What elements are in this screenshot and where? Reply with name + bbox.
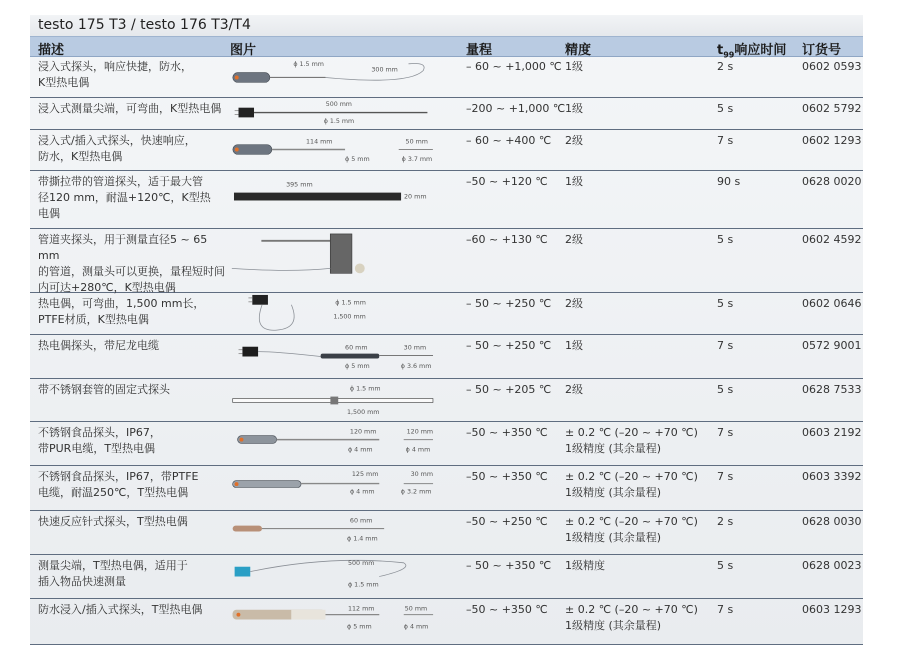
row-range: –50 ~ +120 ℃ xyxy=(466,175,548,188)
dimension-label: 500 mm xyxy=(347,559,375,567)
description-line: 热电偶，可弯曲，1,500 mm长， xyxy=(38,297,205,310)
dimension-label: ϕ 1.5 mm xyxy=(335,299,366,307)
row-range: – 50 ~ +250 ℃ xyxy=(466,297,552,310)
table-row xyxy=(30,293,863,335)
row-description xyxy=(38,558,228,590)
row-description xyxy=(38,101,228,117)
row-accuracy xyxy=(565,232,583,248)
table-title: testo 175 T3 / testo 176 T3/T4 xyxy=(38,17,251,33)
table-row xyxy=(30,466,863,511)
dimension-label: ϕ 5 mm xyxy=(345,156,370,164)
dimension-label: ϕ 1.5 mm xyxy=(293,60,324,68)
accuracy-line: ± 0.2 ℃ (–20 ~ +70 ℃) xyxy=(565,603,698,616)
row-order-number: 0603 1293 xyxy=(802,603,862,616)
row-range: – 50 ~ +250 ℃ xyxy=(466,339,552,352)
row-description xyxy=(38,514,228,530)
row-accuracy xyxy=(565,602,698,634)
row-response-time: 7 s xyxy=(717,470,734,483)
description-line: 浸入式/插入式探头，快速响应， xyxy=(38,134,196,147)
probe-illustration xyxy=(230,56,465,97)
accuracy-line: ± 0.2 ℃ (–20 ~ +70 ℃) xyxy=(565,515,698,528)
row-response-time: 5 s xyxy=(717,233,734,246)
dimension-label: 112 mm xyxy=(347,605,375,613)
description-line: 测量尖端，T型热电偶，适用于 xyxy=(38,559,188,572)
probe-handle-mark xyxy=(236,613,240,617)
dimension-label: ϕ 4 mm xyxy=(405,446,431,454)
probe-illustration xyxy=(230,171,465,228)
description-line: 带不锈钢套管的固定式探头 xyxy=(38,383,170,396)
probe-handle xyxy=(238,436,277,444)
row-accuracy xyxy=(565,133,583,149)
pipe-clamp xyxy=(330,234,352,273)
probe-picture xyxy=(230,335,465,378)
connector-plug xyxy=(252,295,268,305)
table-header-row xyxy=(30,36,863,60)
probe-picture xyxy=(230,98,465,129)
dimension-label: ϕ 1.5 mm xyxy=(323,118,355,126)
row-response-time: 7 s xyxy=(717,134,734,147)
row-response-time: 90 s xyxy=(717,175,741,188)
probe-handle-mark xyxy=(235,482,239,486)
row-order-number: 0628 0030 xyxy=(802,515,862,528)
description-line: 带撕拉带的管道探头，适于最大管 xyxy=(38,175,203,188)
row-accuracy xyxy=(565,174,583,190)
description-line: 浸入式探头，响应快捷，防水， xyxy=(38,60,192,73)
probe-picture xyxy=(230,511,465,554)
row-accuracy xyxy=(565,425,698,457)
dimension-label: ϕ 3.2 mm xyxy=(400,488,432,496)
row-description xyxy=(38,425,228,457)
probe-picture xyxy=(230,599,465,644)
description-line: 防水浸入/插入式探头，T型热电偶 xyxy=(38,603,203,616)
header-response-t: t xyxy=(717,43,724,58)
dimension-label: ϕ 4 mm xyxy=(349,488,375,496)
probe-picture xyxy=(230,293,465,334)
description-line: 的管道，测量头可以更换，量程短时间 xyxy=(38,265,225,278)
dimension-label: ϕ 1.4 mm xyxy=(347,535,378,543)
row-range: – 60 ~ +400 ℃ xyxy=(466,134,552,147)
row-range: –200 ~ +1,000 ℃ xyxy=(466,102,566,115)
probe-grip xyxy=(291,610,325,620)
clamp-tip xyxy=(355,263,365,273)
row-accuracy xyxy=(565,296,583,312)
row-accuracy xyxy=(565,514,698,546)
row-response-time: 2 s xyxy=(717,515,734,528)
description-line: 带PUR电缆，T型热电偶 xyxy=(38,442,156,455)
row-accuracy xyxy=(565,59,583,75)
dimension-label: 125 mm xyxy=(351,470,379,478)
row-accuracy xyxy=(565,382,583,398)
row-range: –50 ~ +350 ℃ xyxy=(466,426,548,439)
table-row xyxy=(30,229,863,293)
row-range: – 60 ~ +1,000 ℃ xyxy=(466,60,562,73)
row-order-number: 0628 0023 xyxy=(802,559,862,572)
probe-picture xyxy=(230,422,465,465)
row-order-number: 0603 2192 xyxy=(802,426,862,439)
probe-handle-mark xyxy=(235,76,239,80)
row-order-number: 0602 0646 xyxy=(802,297,862,310)
probe-illustration xyxy=(230,229,465,292)
row-description xyxy=(38,59,228,91)
row-order-number: 0628 0020 xyxy=(802,175,862,188)
dimension-label: ϕ 3.7 mm xyxy=(401,156,433,164)
row-range: –60 ~ +130 ℃ xyxy=(466,233,548,246)
probe-picture xyxy=(230,379,465,421)
row-order-number: 0602 0593 xyxy=(802,60,862,73)
probe-illustration xyxy=(230,98,465,129)
probe-illustration xyxy=(230,466,465,510)
header-description: 描述 xyxy=(38,43,65,58)
probe-illustration xyxy=(230,599,465,644)
row-order-number: 0572 9001 xyxy=(802,339,862,352)
table-row xyxy=(30,171,863,229)
row-range: –50 ~ +350 ℃ xyxy=(466,603,548,616)
table-row xyxy=(30,422,863,466)
row-response-time: 7 s xyxy=(717,603,734,616)
dimension-label: 50 mm xyxy=(404,605,428,613)
tape-strip xyxy=(234,193,401,201)
header-accuracy: 精度 xyxy=(565,43,592,58)
table-row xyxy=(30,98,863,130)
dimension-label: 300 mm xyxy=(371,66,398,74)
dimension-label: 395 mm xyxy=(286,180,313,189)
dimension-label: 500 mm xyxy=(325,100,352,108)
connector-plug xyxy=(242,347,258,357)
row-order-number: 0602 4592 xyxy=(802,233,862,246)
row-response-time: 7 s xyxy=(717,426,734,439)
accuracy-line: 2级 xyxy=(565,297,583,310)
row-range: –50 ~ +250 ℃ xyxy=(466,515,548,528)
probe-picture xyxy=(230,466,465,510)
row-response-time: 5 s xyxy=(717,383,734,396)
accuracy-line: 1级 xyxy=(565,60,583,73)
probe-handle xyxy=(233,481,301,488)
table-title-bar xyxy=(30,15,863,36)
probe-picture xyxy=(230,229,465,292)
row-response-time: 2 s xyxy=(717,60,734,73)
probe-picture xyxy=(230,555,465,598)
dimension-label: ϕ 4 mm xyxy=(347,446,373,454)
dimension-label: 30 mm xyxy=(403,344,427,352)
dimension-label: ϕ 5 mm xyxy=(347,623,372,631)
description-line: 浸入式测量尖端，可弯曲，K型热电偶 xyxy=(38,102,222,115)
description-line: 插入物品快速测量 xyxy=(38,575,126,588)
row-response-time: 5 s xyxy=(717,297,734,310)
product-table-sheet xyxy=(30,15,863,645)
accuracy-line: 1级 xyxy=(565,175,583,188)
accuracy-line: ± 0.2 ℃ (–20 ~ +70 ℃) xyxy=(565,426,698,439)
probe-picture xyxy=(230,130,465,170)
probe-handle xyxy=(233,145,272,155)
table-row xyxy=(30,555,863,599)
dimension-label: 120 mm xyxy=(406,428,434,436)
description-line: 电偶 xyxy=(38,207,60,220)
dimension-label: 120 mm xyxy=(349,428,377,436)
row-order-number: 0603 3392 xyxy=(802,470,862,483)
table-row xyxy=(30,511,863,555)
description-line: 内可达+280℃，K型热电偶 xyxy=(38,281,176,294)
row-description xyxy=(38,296,228,328)
dimension-label: 50 mm xyxy=(405,138,428,146)
description-line: 防水，K型热电偶 xyxy=(38,150,123,163)
probe-illustration xyxy=(230,511,465,554)
dimension-label: ϕ 1.5 mm xyxy=(347,581,379,589)
probe-cable xyxy=(250,560,406,576)
row-description xyxy=(38,232,228,296)
table-row xyxy=(30,335,863,379)
accuracy-line: 2级 xyxy=(565,383,583,396)
description-line: 管道夹探头，用于测量直径5 ~ 65 mm xyxy=(38,233,208,262)
row-description xyxy=(38,133,228,165)
row-response-time: 7 s xyxy=(717,339,734,352)
header-response-label: 响应时间 xyxy=(734,43,787,58)
row-description xyxy=(38,469,228,501)
dimension-label: 30 mm xyxy=(410,470,434,478)
dimension-label: ϕ 4 mm xyxy=(403,623,429,631)
row-order-number: 0628 7533 xyxy=(802,383,862,396)
dimension-label: 20 mm xyxy=(404,192,427,201)
probe-illustration xyxy=(230,422,465,465)
row-range: –50 ~ +350 ℃ xyxy=(466,470,548,483)
probe-handle xyxy=(233,526,262,532)
accuracy-line: 2级 xyxy=(565,134,583,147)
description-line: PTFE材质，K型热电偶 xyxy=(38,313,149,326)
row-accuracy xyxy=(565,558,605,574)
header-order-number: 订货号 xyxy=(802,43,842,58)
probe-picture xyxy=(230,171,465,228)
dimension-label: ϕ 3.6 mm xyxy=(400,363,432,371)
description-line: 热电偶探头，带尼龙电缆 xyxy=(38,339,159,352)
row-accuracy xyxy=(565,101,583,117)
row-range: – 50 ~ +205 ℃ xyxy=(466,383,552,396)
probe-illustration xyxy=(230,555,465,598)
row-description xyxy=(38,338,228,354)
header-range: 量程 xyxy=(466,43,493,58)
probe-illustration xyxy=(230,335,465,378)
dimension-label: 60 mm xyxy=(345,344,368,352)
row-order-number: 0602 1293 xyxy=(802,134,862,147)
sleeve-joint xyxy=(330,397,338,405)
probe-cable xyxy=(232,268,330,270)
accuracy-line: 1级精度 xyxy=(565,559,605,572)
probe-handle-mark xyxy=(235,148,239,152)
accuracy-line: ± 0.2 ℃ (–20 ~ +70 ℃) xyxy=(565,470,698,483)
probe-handle-mark xyxy=(240,438,244,442)
table-row xyxy=(30,130,863,171)
header-response-sub: 99 xyxy=(723,50,735,60)
accuracy-line: 2级 xyxy=(565,233,583,246)
accuracy-line: 1级精度 (其余量程) xyxy=(565,486,662,499)
row-description xyxy=(38,174,228,222)
table-row xyxy=(30,379,863,422)
row-description xyxy=(38,602,228,618)
row-response-time: 5 s xyxy=(717,559,734,572)
probe-cable xyxy=(258,352,321,357)
probe-illustration xyxy=(230,130,465,170)
accuracy-line: 1级精度 (其余量程) xyxy=(565,442,662,455)
probe-picture xyxy=(230,56,465,97)
row-range: – 50 ~ +350 ℃ xyxy=(466,559,552,572)
row-order-number: 0602 5792 xyxy=(802,102,862,115)
connector-plug xyxy=(235,567,251,577)
header-picture: 图片 xyxy=(230,43,257,58)
table-row xyxy=(30,599,863,645)
accuracy-line: 1级 xyxy=(565,102,583,115)
accuracy-line: 1级 xyxy=(565,339,583,352)
dimension-label: ϕ 5 mm xyxy=(345,363,370,371)
probe-illustration xyxy=(230,379,465,421)
row-description xyxy=(38,382,228,398)
accuracy-line: 1级精度 (其余量程) xyxy=(565,531,662,544)
dimension-label: ϕ 1.5 mm xyxy=(349,385,381,393)
table-row xyxy=(30,56,863,98)
dimension-label: 60 mm xyxy=(349,517,373,525)
description-line: 不锈钢食品探头，IP67，带PTFE xyxy=(38,470,199,483)
description-line: 电缆，耐温250℃，T型热电偶 xyxy=(38,486,189,499)
row-accuracy xyxy=(565,338,583,354)
probe-handle xyxy=(321,354,380,359)
dimension-label: 1,500 mm xyxy=(347,409,380,417)
row-response-time: 5 s xyxy=(717,102,734,115)
row-accuracy xyxy=(565,469,698,501)
dimension-label: 114 mm xyxy=(306,138,333,146)
dimension-label: 1,500 mm xyxy=(333,313,366,321)
description-line: 快速反应针式探头，T型热电偶 xyxy=(38,515,188,528)
probe-cable xyxy=(259,305,294,331)
probe-illustration xyxy=(230,293,465,334)
description-line: 径120 mm，耐温+120℃，K型热 xyxy=(38,191,211,204)
description-line: K型热电偶 xyxy=(38,76,90,89)
connector-plug xyxy=(239,108,255,118)
accuracy-line: 1级精度 (其余量程) xyxy=(565,619,662,632)
description-line: 不锈钢食品探头，IP67， xyxy=(38,426,161,439)
